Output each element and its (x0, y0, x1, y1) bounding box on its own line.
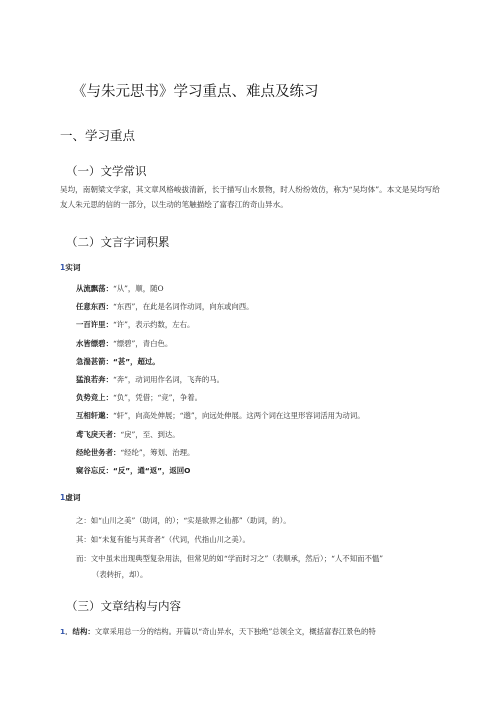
vocab-definition: “甚”，超过。 (112, 356, 160, 366)
vocab-item (76, 444, 456, 462)
item-number: 1 (60, 627, 66, 636)
category-label-function-words (60, 492, 80, 503)
vocab-term: 经纶世务者： (76, 447, 121, 457)
vocab-item (76, 371, 456, 389)
function-words-list (76, 513, 446, 586)
function-word-text: 其：如“未复有能与其奇者”（代词，代指山川之美）。 (76, 535, 250, 544)
subsection-heading-literary-knowledge: （一）文学常识 (66, 164, 147, 178)
subsection-heading-vocabulary: （二）文言字词积累 (66, 235, 170, 249)
vocab-term: 窥谷忘反： (76, 465, 113, 475)
literary-knowledge-paragraph: 吴均，南朝梁文学家，其文章风格峻拔清新，长于描写山水景物，时人纷纷效仿，称为“吴均体”。本文是吴均写给友人朱元思的信的一部分，以生动的笔触描绘了富春江的奇山异水。 (60, 185, 440, 209)
vocab-item (76, 316, 456, 334)
function-word-item (76, 513, 446, 529)
vocab-item (76, 426, 456, 444)
vocab-item (76, 389, 456, 407)
item-text: 文章采用总一分的结构。开篇以“奇山异水，天下独绝”总领全文，概括富春江景色的特 (94, 627, 376, 636)
vocab-term: 互相轩邈： (76, 411, 113, 421)
vocab-definition: “反”，通“返”，返回O (112, 465, 191, 475)
vocab-term: 任意东西： (76, 302, 113, 312)
vocab-item (76, 298, 456, 316)
category-label: 实词 (65, 263, 81, 272)
vocab-item (76, 335, 456, 353)
vocab-item (76, 280, 456, 298)
vocab-term: 猛浪若奔： (76, 374, 113, 384)
vocab-definition: “负”，凭借；“竞”，争着。 (112, 393, 202, 403)
vocab-term: 水皆缥碧： (76, 338, 113, 348)
vocab-term: 从流飘荡： (76, 284, 113, 293)
vocab-definition: “许”，表示约数，左右。 (112, 320, 195, 330)
vocab-definition: “轩”，向高处伸展；“邈”，向远处伸展。这两个词在这里形容词活用为动词。 (112, 411, 365, 421)
vocab-item (76, 462, 456, 480)
function-word-item (76, 532, 446, 548)
category-number: 1 (60, 493, 66, 502)
function-word-text: 而：文中虽未出现典型复杂用法，但常见的如“学而时习之”（表顺承，然后）；“人不知而不愠” (76, 554, 384, 563)
subsection-heading-structure: （三）文章结构与内容 (66, 599, 181, 613)
vocab-definition: “戾”，至、到达。 (120, 429, 180, 439)
category-label-content-words (60, 262, 80, 273)
category-number: 1 (60, 263, 66, 272)
content-words-list (76, 280, 456, 480)
vocab-definition: “缥碧”，青白色。 (112, 338, 173, 348)
vocab-term: 鸢飞戾天者： (76, 429, 121, 439)
vocab-definition: “奔”，动词用作名词，飞奔的马。 (112, 374, 224, 384)
structure-paragraph (60, 626, 460, 637)
vocab-term: 一百许里： (76, 320, 113, 330)
vocab-definition: “从”，顺，随O (112, 284, 164, 293)
item-label: ．结构： (65, 627, 95, 636)
vocab-definition: “经纶”，筹划、治理。 (120, 447, 195, 457)
vocab-term: 负势竞上： (76, 393, 113, 403)
document-title: 《与朱元思书》学习重点、难点及练习 (72, 84, 319, 100)
vocab-item (76, 407, 456, 425)
vocab-definition: “东西”，在此是名词作动词，向东或向西。 (112, 302, 254, 312)
function-word-item (76, 551, 446, 583)
vocab-term: 急湍甚箭： (76, 356, 113, 366)
function-word-text-continued: （表转折，却）。 (92, 570, 148, 579)
function-word-text: 之：如“山川之美”（助词，的）；“实是欲界之仙都”（助词，的）。 (76, 516, 291, 525)
vocab-item (76, 353, 456, 371)
category-label: 虚词 (65, 493, 81, 502)
section-heading-study-focus: 一、学习重点 (60, 128, 136, 143)
